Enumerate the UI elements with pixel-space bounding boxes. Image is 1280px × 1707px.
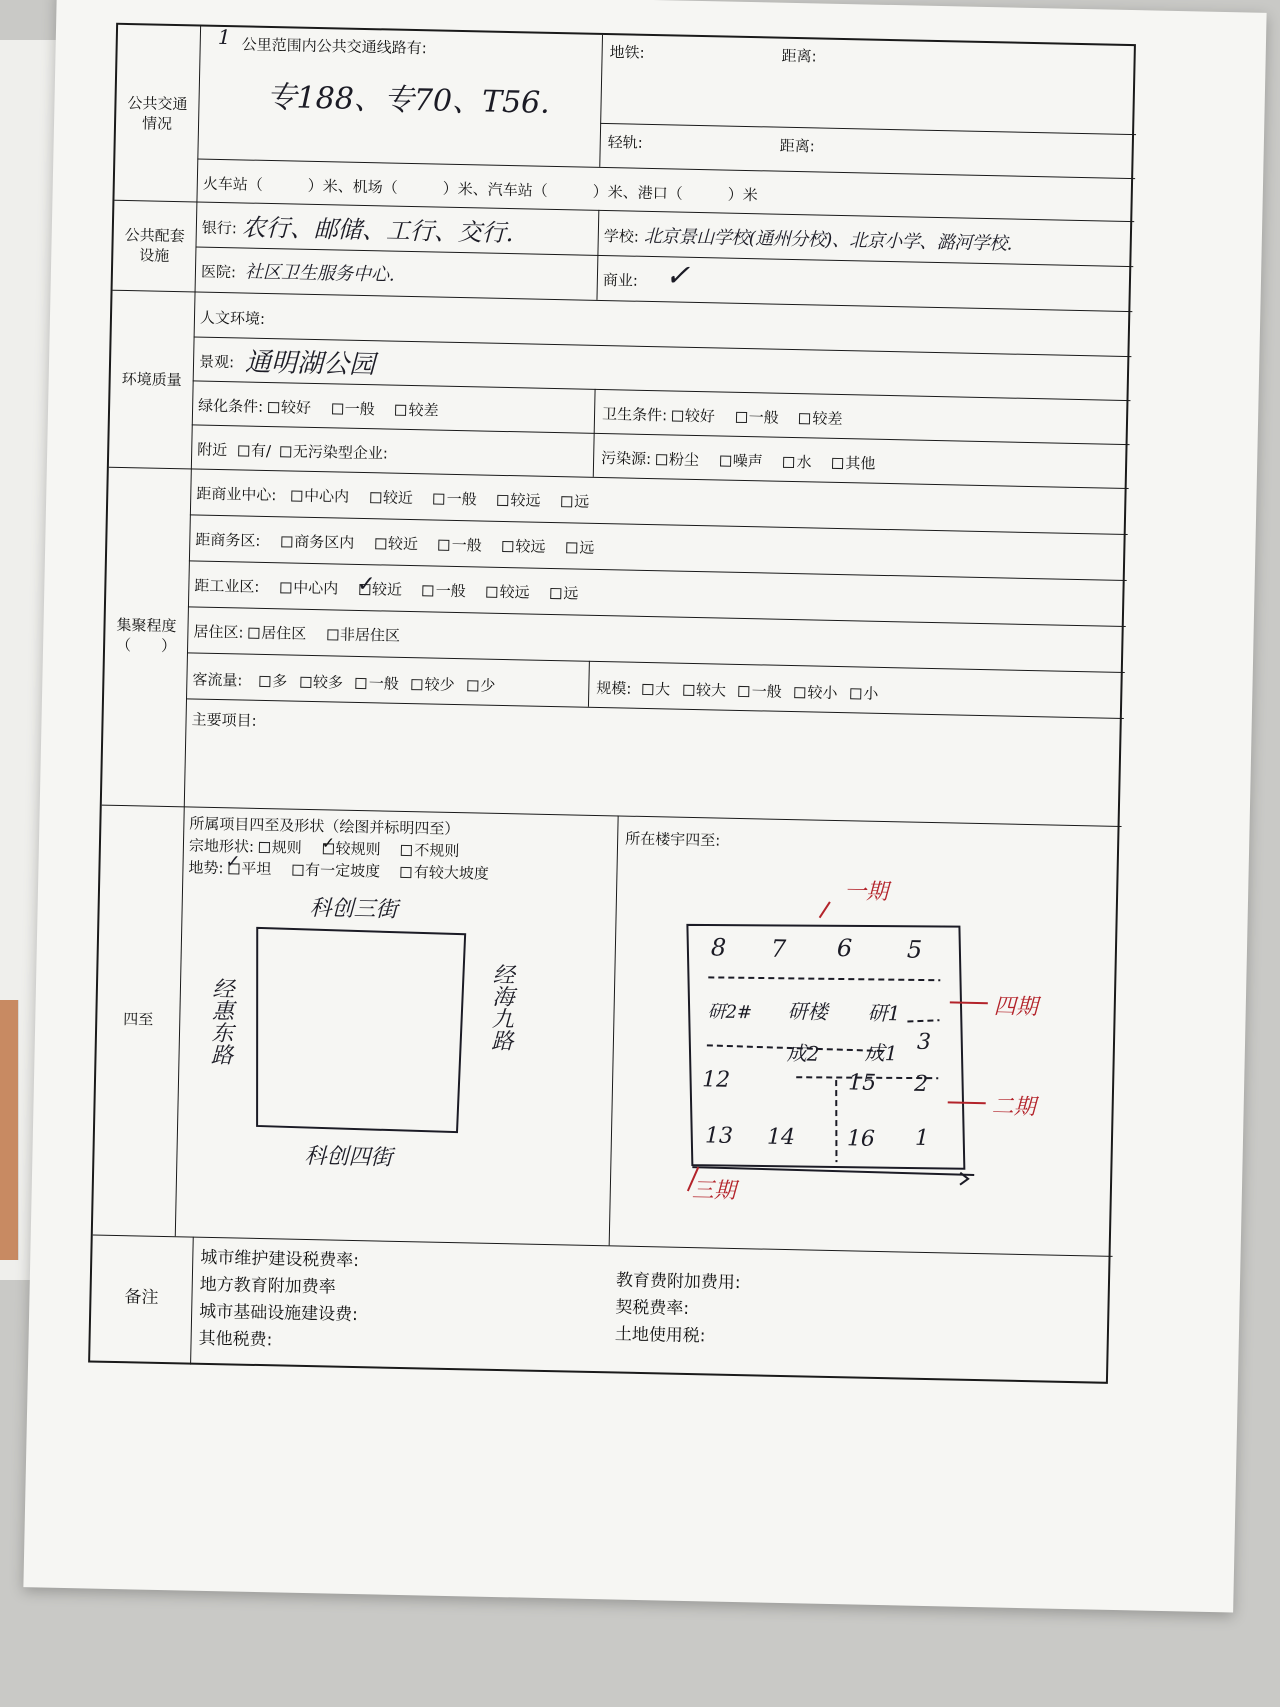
bld-cheng2: 成2 (786, 1041, 820, 1066)
cc-opt-1[interactable]: 中心内 (291, 487, 349, 506)
bld-3: 3 (916, 1029, 932, 1056)
bld-yan1: 研1 (867, 1000, 901, 1026)
bld-6: 6 (836, 934, 853, 963)
biz-opt-3[interactable]: 一般 (439, 536, 482, 555)
res-opt-1[interactable]: 居住区 (248, 624, 306, 643)
transit-category: 公共交通 情况 (127, 94, 188, 133)
ind-opt-5[interactable]: 远 (550, 584, 578, 603)
hygiene-row: 卫生条件: 较好 一般 较差 (601, 405, 843, 429)
phase-4-label: 四期 (993, 994, 1039, 1021)
terrain-opt-3[interactable]: 有较大坡度 (401, 863, 489, 883)
bld-13: 13 (704, 1123, 734, 1149)
bld-7: 7 (770, 934, 787, 963)
scale-opt-2[interactable]: 较大 (683, 681, 726, 700)
bank-label: 银行: (201, 218, 238, 238)
traffic-opt-1[interactable]: 多 (259, 672, 287, 691)
metro-distance-label: 距离: (781, 46, 817, 66)
form-page (23, 0, 1266, 1612)
sketch-bottom-street: 科创四街 (304, 1143, 393, 1171)
ind-opt-4[interactable]: 较远 (486, 583, 529, 602)
sketch-left-street: 经惠东路 (207, 976, 235, 1066)
landscape-label: 景观: (198, 352, 235, 372)
check-mark-icon: ✓ (321, 833, 336, 853)
remarks-right: 教育费附加费用: 契税费率: 土地使用税: (614, 1270, 741, 1347)
shape-opt-1[interactable]: 规则 (259, 838, 302, 857)
school-hand: 北京景山学校(通州分校)、北京小学、潞河学校. (643, 225, 1013, 255)
hygiene-opt-poor[interactable]: 较差 (799, 409, 842, 428)
metro-label: 地铁: (609, 43, 645, 62)
industrial-row: 距工业区: 中心内 较近 ✓ 一般 较远 远 (194, 571, 579, 603)
scale-row: 规模: 大 较大 一般 较小 小 (596, 678, 879, 703)
scale-opt-5[interactable]: 小 (850, 684, 878, 703)
terrain-opt-1[interactable]: 平坦 ✓ (225, 851, 272, 879)
biz-opt-5[interactable]: 远 (566, 538, 594, 557)
hospital-hand: 社区卫生服务中心. (244, 261, 395, 286)
cc-opt-4[interactable]: 较远 (497, 491, 540, 510)
greening-opt-fair[interactable]: 一般 (332, 399, 375, 418)
projects-label: 主要项目: (191, 710, 257, 730)
light-rail-distance-label: 距离: (779, 136, 815, 156)
commerce-center-row: 距商业中心: 中心内 较近 一般 较远 远 (196, 484, 590, 511)
sketch-right-street: 经海九路 (487, 962, 515, 1052)
greening-row: 绿化条件: 较好 一般 较差 (197, 396, 439, 420)
nearby-row: 附近 有/ 无污染型企业: (197, 440, 389, 463)
scale-opt-1[interactable]: 大 (642, 680, 670, 699)
res-opt-2[interactable]: 非居住区 (327, 625, 400, 645)
sketch-top-street: 科创三街 (309, 896, 398, 923)
building-title: 所在楼宇四至: (624, 829, 721, 850)
shape-opt-3[interactable]: 不规则 (401, 841, 459, 860)
survey-form (88, 23, 1136, 1384)
greening-opt-good[interactable]: 较好 (268, 398, 311, 417)
pollution-opt-dust[interactable]: 粉尘 (656, 450, 699, 469)
cc-opt-3[interactable]: 一般 (434, 490, 477, 509)
commerce-hand: ✓ (664, 258, 691, 294)
pollution-opt-other[interactable]: 其他 (832, 454, 875, 473)
boundaries-category: 四至 (123, 1010, 154, 1029)
scale-opt-4[interactable]: 较小 (794, 683, 837, 702)
traffic-opt-3[interactable]: 一般 (356, 674, 399, 693)
hospital-label: 医院: (200, 262, 237, 282)
biz-opt-1[interactable]: 商务区内 (281, 532, 354, 552)
shape-row: 宗地形状: 规则 较规则 ✓ 不规则 (188, 833, 460, 861)
shape-opt-2[interactable]: 较规则 ✓ (321, 833, 381, 859)
remarks-left: 城市维护建设税费率: 地方教育附加费率 城市基础设施建设费: 其他税费: (198, 1247, 360, 1351)
terrain-row: 地势: 平坦 ✓ 有一定坡度 有较大坡度 (188, 851, 490, 883)
hygiene-opt-fair[interactable]: 一般 (735, 408, 778, 427)
bld-5: 5 (906, 935, 923, 964)
project-title: 所属项目四至及形状（绘图并标明四至） (189, 814, 460, 839)
biz-opt-4[interactable]: 较远 (502, 537, 545, 556)
ind-opt-3[interactable]: 一般 (423, 581, 466, 600)
ind-opt-1[interactable]: 中心内 (280, 578, 338, 597)
bank-hand: 农行、邮储、工行、交行. (241, 213, 514, 248)
terrain-opt-2[interactable]: 有一定坡度 (292, 861, 380, 881)
ind-opt-2[interactable]: 较近 ✓ (356, 571, 403, 599)
environment-category: 环境质量 (121, 369, 182, 390)
nearby-opt-no[interactable]: 无污染型企业: (276, 442, 388, 462)
nearby-opt-yes[interactable]: 有/ (232, 441, 271, 460)
residential-row: 居住区: 居住区 非居住区 (193, 622, 401, 645)
pollution-row: 污染源: 粉尘 噪声 水 其他 (600, 449, 876, 473)
check-mark-icon: ✓ (225, 851, 241, 873)
facilities-category: 公共配套 设施 (124, 225, 185, 265)
pollution-opt-noise[interactable]: 噪声 (720, 451, 763, 470)
bld-cheng1: 成1 (864, 1040, 898, 1066)
parcel-sketch (235, 908, 500, 1153)
school-label: 学校: (603, 227, 640, 246)
cc-opt-2[interactable]: 较近 (370, 488, 413, 507)
transit-radius-number: 1 (217, 24, 231, 50)
business-row: 距商务区: 商务区内 较近 一般 较远 远 (195, 530, 595, 557)
traffic-row: 客流量: 多 较多 一般 较少 少 (192, 670, 496, 695)
scale-opt-3[interactable]: 一般 (739, 682, 782, 701)
bld-yanlou: 研楼 (787, 999, 828, 1024)
bld-16: 16 (846, 1126, 876, 1152)
pollution-opt-water[interactable]: 水 (783, 453, 811, 472)
bld-1: 1 (914, 1125, 930, 1152)
remarks-category: 备注 (124, 1287, 159, 1308)
phase-3-label: 三期 (691, 1178, 737, 1204)
bld-2: 2 (913, 1071, 929, 1097)
culture-label: 人文环境: (199, 308, 266, 328)
stations-line: 火车站（ ）米、机场（ ）米、汽车站（ ）米、港口（ ）米 (202, 174, 758, 205)
transit-lines-label: 公里范围内公共交通线路有: (241, 35, 427, 58)
greening-opt-poor[interactable]: 较差 (395, 401, 438, 420)
traffic-opt-4[interactable]: 较少 (411, 675, 454, 694)
back-sheet-edge (0, 1000, 19, 1260)
bld-14: 14 (766, 1124, 796, 1151)
cc-opt-5[interactable]: 远 (561, 492, 589, 511)
traffic-opt-5[interactable]: 少 (467, 676, 495, 695)
bld-yan2: 研2# (707, 1001, 753, 1024)
landscape-hand: 通明湖公园 (244, 347, 376, 381)
traffic-opt-2[interactable]: 较多 (300, 673, 343, 692)
hygiene-opt-good[interactable]: 较好 (672, 406, 715, 425)
check-mark-icon: ✓ (356, 571, 376, 598)
phase-2-label: 二期 (991, 1094, 1036, 1121)
agglomeration-category: 集聚程度 （ ） (115, 615, 177, 656)
bld-8: 8 (710, 933, 727, 962)
bld-15: 15 (847, 1070, 877, 1096)
commerce-label: 商业: (602, 271, 639, 290)
bld-12: 12 (701, 1067, 731, 1093)
biz-opt-2[interactable]: 较近 (375, 534, 418, 553)
light-rail-label: 轻轨: (607, 133, 644, 152)
transit-lines-hand: 专188、专70、T56. (266, 79, 551, 121)
phase-1-label: 一期 (843, 879, 889, 906)
